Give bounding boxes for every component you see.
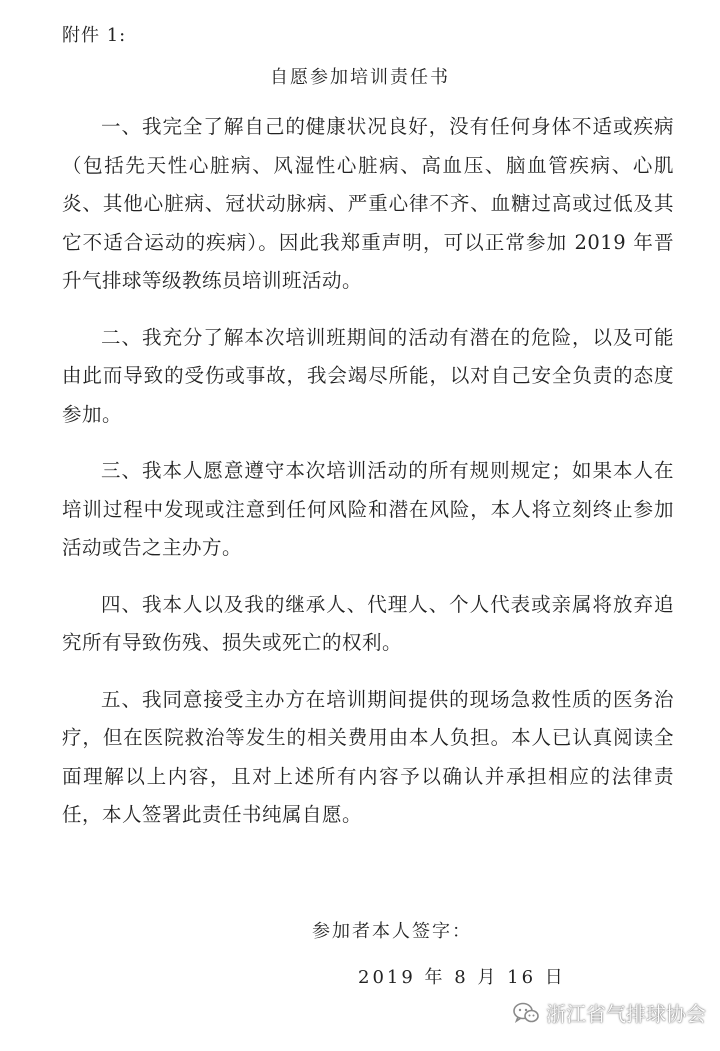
paragraph-2: 二、我充分了解本次培训班期间的活动有潜在的危险，以及可能由此而导致的受伤或事故，我会竭尽所能，以对自己安全负责的态度参加。	[62, 325, 674, 426]
watermark-text: 浙江省气排球协会	[546, 1002, 706, 1026]
document-body	[62, 108, 674, 835]
paragraph-3: 三、我本人愿意遵守本次培训活动的所有规则规定；如果本人在培训过程中发现或注意到任何风险和潜在风险，本人将立刻终止参加活动或告之主办方。	[62, 459, 674, 559]
paragraph-5: 五、我同意接受主办方在培训期间提供的现场急救性质的医务治疗，但在医院救治等发生的相关费用由本人负担。本人已认真阅读全面理解以上内容，且对上述所有内容予以确认并承担相应的法律责任，本人签署此责任书纯属自愿。	[62, 687, 674, 826]
paragraph-4: 四、我本人以及我的继承人、代理人、个人代表或亲属将放弃追究所有导致伤残、损失或死亡的权利。	[62, 592, 674, 654]
signature-label: 参加者本人签字：	[312, 921, 472, 942]
signature-date: 2019 年 8 月 16 日	[358, 967, 566, 988]
attachment-label: 附件 1:	[62, 25, 127, 46]
paragraph-1: 一、我完全了解自己的健康状况良好，没有任何身体不适或疾病（包括先天性心脏病、风湿性心脏病、高血压、脑血管疾病、心肌炎、其他心脏病、冠状动脉病、严重心律不齐、血糖过高或过低及其它不适合运动的疾病）。因此我郑重声明，可以正常参加 2019 年晋升气排球等级教练员培训班活动。	[62, 115, 674, 292]
watermark	[512, 998, 706, 1027]
document-title: 自愿参加培训责任书	[270, 67, 450, 88]
wechat-icon	[512, 1001, 540, 1025]
